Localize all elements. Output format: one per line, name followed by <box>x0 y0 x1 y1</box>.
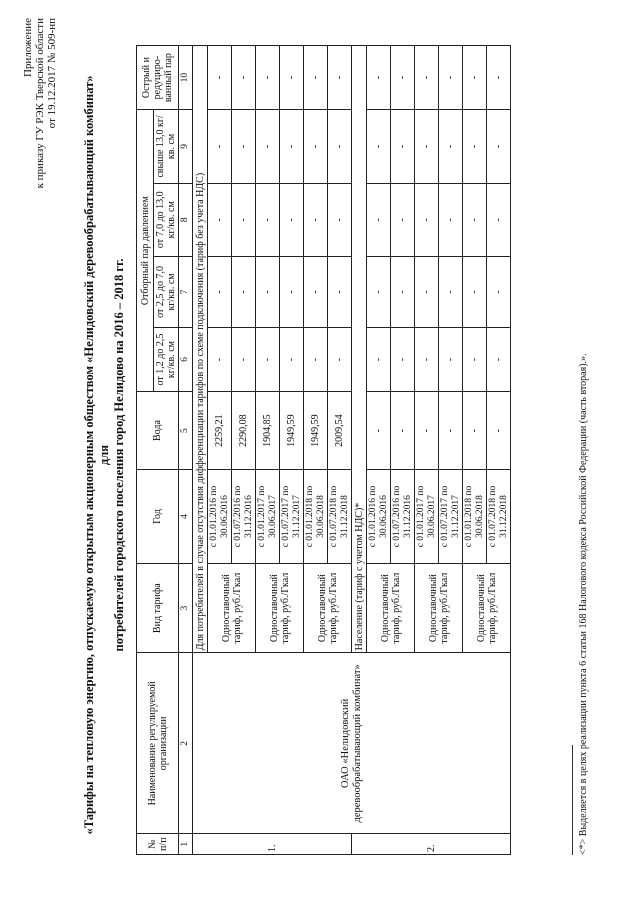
empty-value: - <box>487 110 511 183</box>
empty-value: - <box>208 110 232 183</box>
empty-value: - <box>463 256 487 327</box>
empty-value: - <box>439 46 463 110</box>
empty-value: - <box>439 256 463 327</box>
appendix-header <box>22 18 58 278</box>
tariff-table-container <box>136 45 511 855</box>
empty-value: - <box>367 327 391 391</box>
empty-value: - <box>367 110 391 183</box>
column-number: 10 <box>179 46 193 110</box>
column-number: 2 <box>179 653 193 834</box>
section-row <box>193 46 208 855</box>
column-number: 7 <box>179 256 193 327</box>
empty-value: - <box>208 46 232 110</box>
row-number: 2. <box>352 834 511 855</box>
water-value: - <box>439 392 463 470</box>
empty-value: - <box>280 327 304 391</box>
period-cell: с 01.07.2018 по 31.12.2018 <box>487 470 511 564</box>
empty-value: - <box>256 256 280 327</box>
empty-value: - <box>328 110 352 183</box>
empty-value: - <box>367 183 391 256</box>
empty-value: - <box>439 183 463 256</box>
empty-value: - <box>391 183 415 256</box>
empty-value: - <box>463 46 487 110</box>
section-title: Население (тариф с учетом НДС)* <box>352 46 367 653</box>
water-value: 1949,59 <box>304 392 328 470</box>
empty-value: - <box>232 46 256 110</box>
empty-value: - <box>232 256 256 327</box>
row-number: 1. <box>193 834 352 855</box>
column-number: 6 <box>179 327 193 391</box>
footnote-divider <box>572 745 573 855</box>
organization-name: ОАО «Нелидовский деревообрабатывающий комбинат» <box>193 653 511 834</box>
water-value: 2259,21 <box>208 392 232 470</box>
column-number: 1 <box>179 834 193 855</box>
empty-value: - <box>439 327 463 391</box>
appendix-line-3: от 19.12.2017 № 509-нп <box>46 18 58 129</box>
empty-value: - <box>391 46 415 110</box>
header-water: Вода <box>137 392 179 470</box>
empty-value: - <box>487 183 511 256</box>
period-cell: с 01.01.2016 по 30.06.2016 <box>367 470 391 564</box>
empty-value: - <box>391 256 415 327</box>
period-cell: с 01.07.2017 по 31.12.2017 <box>280 470 304 564</box>
header-steam-2: от 2,5 до 7,0 кг/кв. см <box>154 256 179 327</box>
empty-value: - <box>256 110 280 183</box>
empty-value: - <box>256 327 280 391</box>
empty-value: - <box>463 110 487 183</box>
empty-value: - <box>208 327 232 391</box>
period-cell: с 01.07.2017 по 31.12.2017 <box>439 470 463 564</box>
empty-value: - <box>232 183 256 256</box>
section-title: Для потребителей в случае отсутствия дифференциации тарифов по схеме подключения (тариф без учета НДС) <box>193 46 208 653</box>
water-value: - <box>367 392 391 470</box>
header-org: Наименование регулируемой организации <box>137 653 179 834</box>
period-cell: с 01.01.2017 по 30.06.2017 <box>256 470 280 564</box>
header-steam-group: Отборный пар давлением <box>137 110 154 392</box>
header-steam-4: свыше 13,0 кг/кв. см <box>154 110 179 183</box>
empty-value: - <box>328 327 352 391</box>
period-cell: с 01.01.2016 по 30.06.2016 <box>208 470 232 564</box>
water-value: - <box>463 392 487 470</box>
water-value: 2009,54 <box>328 392 352 470</box>
column-number-row <box>179 46 193 855</box>
appendix-line-1: Приложение <box>22 18 34 78</box>
tariff-type-cell: Одноставочный тариф, руб./Гкал <box>415 563 463 652</box>
empty-value: - <box>415 327 439 391</box>
empty-value: - <box>208 183 232 256</box>
empty-value: - <box>256 46 280 110</box>
empty-value: - <box>280 183 304 256</box>
empty-value: - <box>415 183 439 256</box>
column-number: 8 <box>179 183 193 256</box>
empty-value: - <box>304 327 328 391</box>
empty-value: - <box>487 46 511 110</box>
tariff-type-cell: Одноставочный тариф, руб./Гкал <box>463 563 511 652</box>
water-value: - <box>415 392 439 470</box>
empty-value: - <box>304 46 328 110</box>
tariff-type-cell: Одноставочный тариф, руб./Гкал <box>304 563 352 652</box>
title-line-1: «Тарифы на тепловую энергию, отпускаемую открытым акционерным обществом «Нелидовский деревообрабатывающий комбинат» для <box>82 75 111 835</box>
period-cell: с 01.01.2018 по 30.06.2018 <box>463 470 487 564</box>
empty-value: - <box>415 256 439 327</box>
empty-value: - <box>391 327 415 391</box>
header-year: Год <box>137 470 179 564</box>
empty-value: - <box>232 327 256 391</box>
header-sharp-steam: Острый и редуциро-ванный пар <box>137 46 179 110</box>
water-value: 1949,59 <box>280 392 304 470</box>
empty-value: - <box>487 327 511 391</box>
empty-value: - <box>256 183 280 256</box>
empty-value: - <box>367 46 391 110</box>
empty-value: - <box>208 256 232 327</box>
period-cell: с 01.07.2016 по 31.12.2016 <box>232 470 256 564</box>
header-num: № п/п <box>137 834 179 855</box>
empty-value: - <box>328 46 352 110</box>
title-line-2: потребителей городского поселения город Нелидово на 2016 – 2018 гг. <box>112 258 126 652</box>
document-title <box>82 65 127 845</box>
period-cell: с 01.01.2018 по 30.06.2018 <box>304 470 328 564</box>
appendix-line-2: к приказу ГУ РЭК Тверской области <box>34 18 46 189</box>
column-number: 3 <box>179 563 193 652</box>
period-cell: с 01.07.2016 по 31.12.2016 <box>391 470 415 564</box>
tariff-type-cell: Одноставочный тариф, руб./Гкал <box>367 563 415 652</box>
tariff-table <box>136 45 511 855</box>
empty-value: - <box>415 110 439 183</box>
empty-value: - <box>463 327 487 391</box>
empty-value: - <box>304 256 328 327</box>
empty-value: - <box>328 183 352 256</box>
empty-value: - <box>280 256 304 327</box>
water-value: 2290,08 <box>232 392 256 470</box>
empty-value: - <box>304 110 328 183</box>
tariff-type-cell: Одноставочный тариф, руб./Гкал <box>256 563 304 652</box>
empty-value: - <box>304 183 328 256</box>
column-number: 4 <box>179 470 193 564</box>
header-tariff-type: Вид тарифа <box>137 563 179 652</box>
period-cell: с 01.07.2018 по 31.12.2018 <box>328 470 352 564</box>
empty-value: - <box>328 256 352 327</box>
empty-value: - <box>487 256 511 327</box>
water-value: - <box>487 392 511 470</box>
footnote: <*> Выделяется в целях реализации пункта 6 статьи 168 Налогового кодекса Российской Федерации (часть вторая).». <box>578 353 589 855</box>
empty-value: - <box>463 183 487 256</box>
empty-value: - <box>280 110 304 183</box>
tariff-table-body <box>193 46 511 855</box>
water-value: - <box>391 392 415 470</box>
empty-value: - <box>439 110 463 183</box>
empty-value: - <box>232 110 256 183</box>
empty-value: - <box>280 46 304 110</box>
empty-value: - <box>391 110 415 183</box>
column-number: 9 <box>179 110 193 183</box>
empty-value: - <box>415 46 439 110</box>
header-steam-3: от 7,0 до 13,0 кг/кв. см <box>154 183 179 256</box>
empty-value: - <box>367 256 391 327</box>
tariff-type-cell: Одноставочный тариф, руб./Гкал <box>208 563 256 652</box>
header-steam-1: от 1,2 до 2,5 кг/кв. см <box>154 327 179 391</box>
period-cell: с 01.01.2017 по 30.06.2017 <box>415 470 439 564</box>
column-number: 5 <box>179 392 193 470</box>
water-value: 1904,85 <box>256 392 280 470</box>
